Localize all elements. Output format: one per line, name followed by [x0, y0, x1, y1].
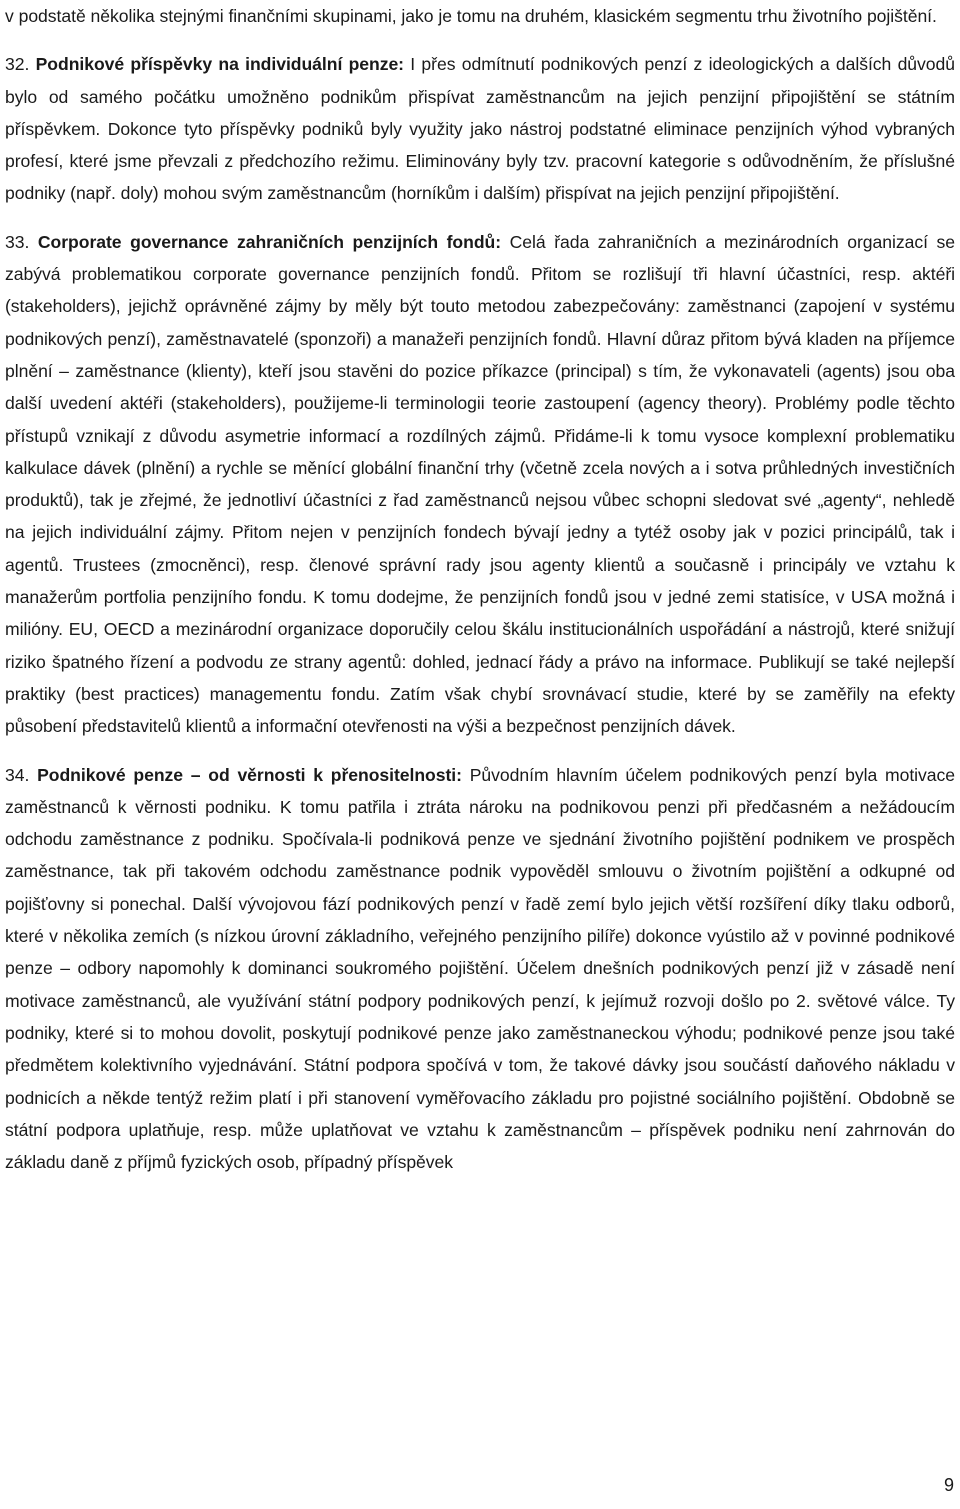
- item-body: Původním hlavním účelem podnikových penzí byla motivace zaměstnanců k věrnosti podniku. K tomu patřila i ztráta nároku na podnikovou penzi při předčasném a nežádoucím odchodu zaměstnance z podniku. Spočívala-li podniková penze ve sjednání životního pojištění podnikem ve prospěch zaměstnance, tak při takovém odchodu zaměstnance podnik vypověděl smlouvu o životním pojištění a odkupné od pojišťovny si ponechal. Další vývojovou fází podnikových penzí v řadě zemí bylo jejich větší rozšíření díky tlaku odborů, které v několika zemích (s nízkou úrovní základního, veřejného penzijního pilíře) dokonce vyústilo až v povinné podnikové penze – odbory napomohly k dominanci soukromého pojištění. Účelem dnešních podnikových penzí již v zásadě není motivace zaměstnanců, ale využívání státní podpory podnikových penzí, k jejímuž rozvoji došlo po 2. světové válce. Ty podniky, které si to mohou dovolit, poskytují podnikové penze jako zaměstnaneckou výhodu; podnikové penze jsou také předmětem kolektivního vyjednávání. Státní podpora spočívá v tom, že takové dávky jsou součástí daňového nákladu v podnicích a někde tentýž režim platí i při stanovení vyměřovacího základu pro pojistné sociálního pojištění. Obdobně se státní podpora uplatňuje, resp. může uplatňovat ve vztahu k zaměstnancům – příspěvek podniku není zahrnován do základu daně z příjmů fyzických osob, případný příspěvek: [5, 764, 955, 1173]
- item-heading: Podnikové penze – od věrnosti k přenositelnosti:: [37, 764, 462, 785]
- paragraph-32: [5, 48, 955, 209]
- item-heading: Podnikové příspěvky na individuální penze:: [35, 54, 404, 75]
- item-number: 33.: [5, 231, 30, 252]
- paragraph-gap: [5, 210, 955, 226]
- page-number: 9: [943, 1475, 954, 1495]
- paragraph-gap: [5, 32, 955, 48]
- paragraph-gap: [5, 743, 955, 759]
- item-number: 34.: [5, 764, 30, 785]
- document-page: [5, 0, 955, 1178]
- item-body: I přes odmítnutí podnikových penzí z ideologických a dalších důvodů bylo od samého počátku umožněno podnikům přispívat zaměstnancům na jejich penzijní připojištění se státním příspěvkem. Dokonce tyto příspěvky podniků byly využity jako nástroj podstatné eliminace penzijních výhod vybraných profesí, které jsme převzali z předchozího režimu. Eliminovány byly tzv. pracovní kategorie s odůvodněním, že příslušné podniky (např. doly) mohou svým zaměstnancům (horníkům i dalším) přispívat na jejich penzijní připojištění.: [5, 54, 955, 204]
- paragraph-31-continuation: v podstatě několika stejnými finančními skupinami, jako je tomu na druhém, klasickém segmentu trhu životního pojištění.: [5, 6, 937, 26]
- paragraph-33: [5, 226, 955, 743]
- item-heading: Corporate governance zahraničních penzijních fondů:: [37, 231, 502, 252]
- item-number: 32.: [5, 54, 30, 75]
- item-body: Celá řada zahraničních a mezinárodních organizací se zabývá problematikou corporate governance penzijních fondů. Přitom se rozlišují tři hlavní účastníci, resp. aktéři (stakeholders), jejichž oprávněné zájmy by měly být touto metodou zabezpečovány: zaměstnanci (zapojení v systému podnikových penzí), zaměstnavatelé (sponzoři) a manažeři penzijních fondů. Hlavní důraz přitom bývá kladen na příjemce plnění – zaměstnance (klienty), kteří jsou stavěni do pozice příkazce (principal) s tím, že vykonavateli (agents) jsou oba další uvedení aktéři (stakeholders), použijeme-li terminologii teorie zastoupení (agency theory). Problémy podle těchto přístupů vznikají z důvodu asymetrie informací a rozdílných zájmů. Přidáme-li k tomu vysoce komplexní problematiku kalkulace dávek (plnění) a rychle se měnící globální finanční trhy (včetně zcela nových a i sotva průhledných investičních produktů), tak je zřejmé, že jednotliví účastníci z řad zaměstnanců nejsou vůbec schopni sledovat své „agenty“, nehledě na jejich individuální zájmy. Přitom nejen v penzijních fondech bývají jedny a tytéž osoby jak v pozici principálů, tak i agentů. Trustees (zmocněnci), resp. členové správní rady jsou agenty klientů a současně i principály ve vztahu k manažerům portfolia penzijního fondu. K tomu dodejme, že penzijních fondů jsou v jedné zemi statisíce, v USA možná i milióny. EU, OECD a mezinárodní organizace doporučily celou škálu institucionálních uspořádání a nástrojů, které snižují riziko špatného řízení a podvodu ze strany agentů: dohled, jednací řády a právo na informace. Publikují se také nejlepší praktiky (best practices) managementu fondu. Zatím však chybí srovnávací studie, které by se zaměřily na efekty působení představitelů klientů a informační otevřenosti na výši a bezpečnost penzijních dávek.: [5, 231, 955, 737]
- paragraph-34: [5, 759, 955, 1179]
